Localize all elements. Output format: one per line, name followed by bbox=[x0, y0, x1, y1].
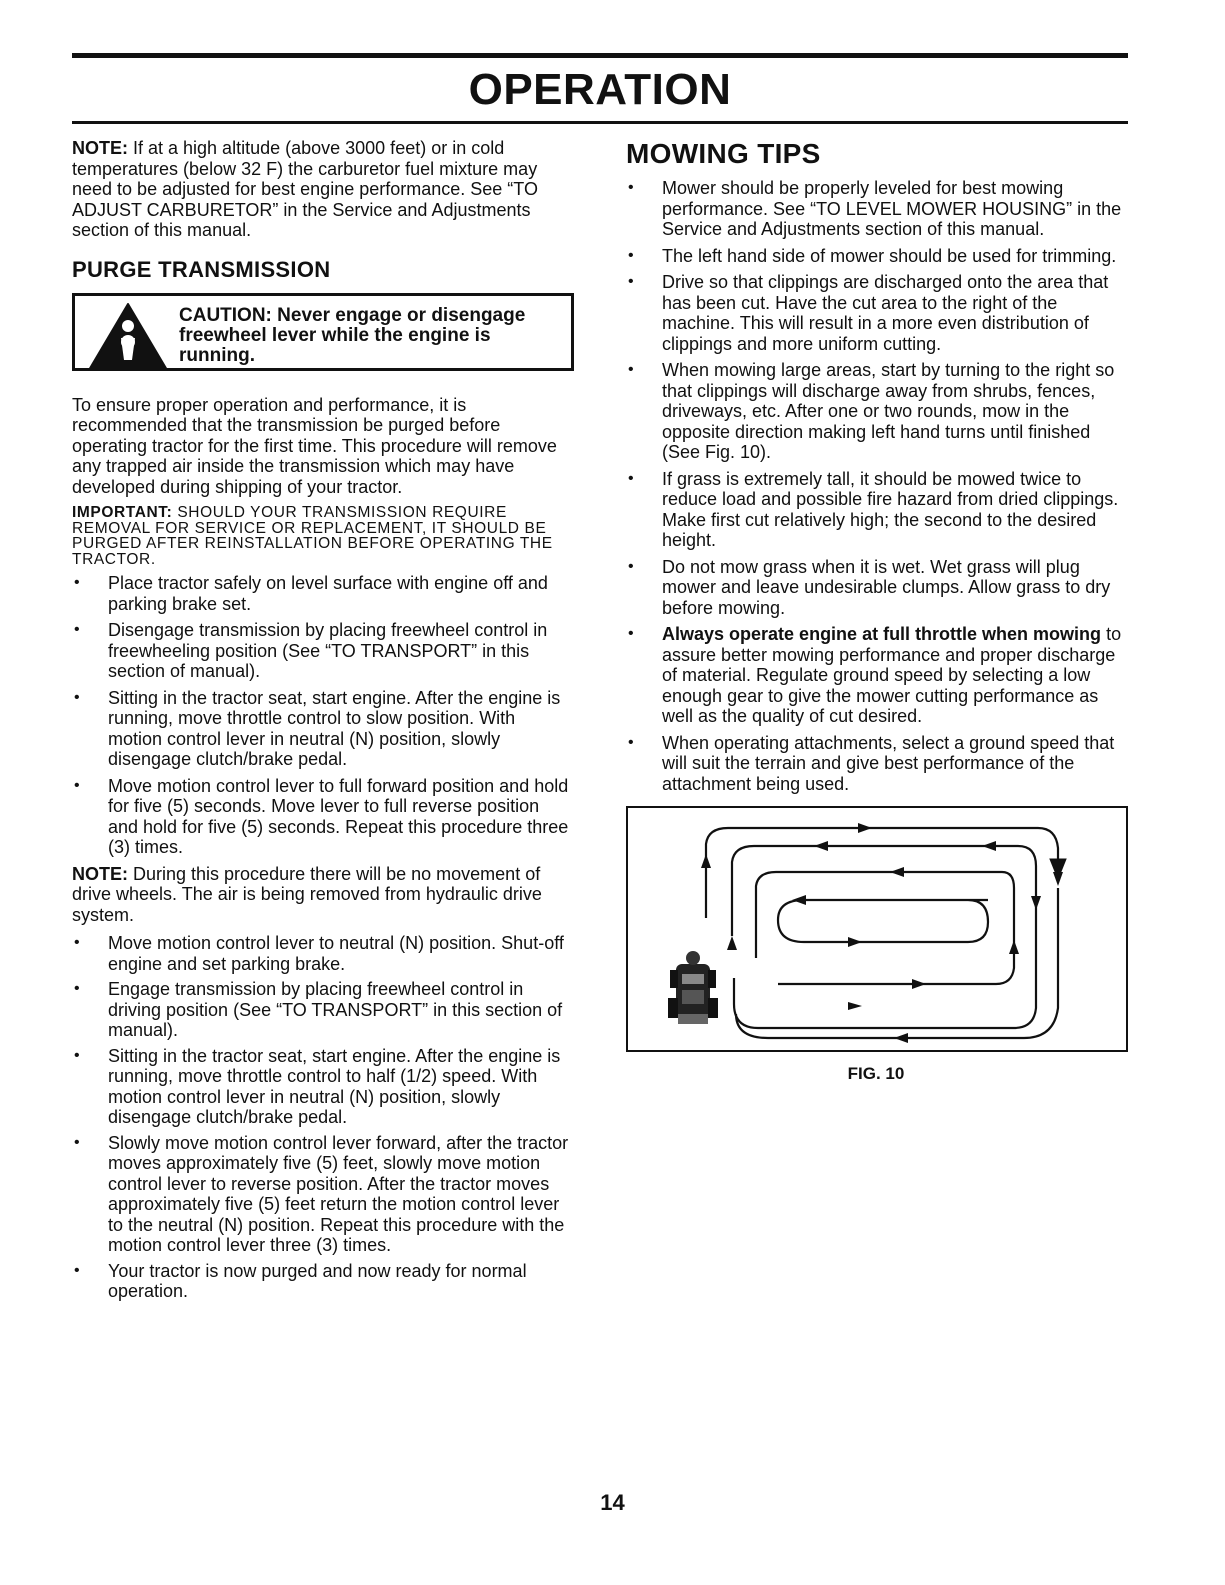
note-label: NOTE: bbox=[72, 138, 128, 158]
mowing-path-2 bbox=[732, 846, 1036, 1028]
altitude-note bbox=[72, 138, 574, 241]
arrow-right-icon bbox=[858, 823, 872, 833]
note-text: During this procedure there will be no movement of drive wheels. The air is being removed from hydraulic drive system. bbox=[72, 863, 542, 925]
arrow-left-icon bbox=[894, 1033, 908, 1043]
mowing-pattern-diagram bbox=[628, 808, 1126, 1050]
list-item: • Your tractor is now purged and now ready for normal operation. bbox=[72, 1261, 574, 1302]
arrow-right-icon bbox=[848, 1002, 862, 1010]
list-item: • Engage transmission by placing freewheel control in driving position (See “TO TRANSPORT” in this section of manual). bbox=[72, 979, 574, 1041]
list-item: • Sitting in the tractor seat, start engine. After the engine is running, move throttle control to half (1/2) speed. With motion control lever in neutral (N) position, slowly disengage clutch/brake pedal. bbox=[72, 1046, 574, 1128]
important-notice bbox=[72, 505, 574, 567]
left-column bbox=[72, 138, 574, 1308]
list-item: • Mower should be properly leveled for best mowing performance. See “TO LEVEL MOWER HOUSING” in the Service and Adjustments section of this manual. bbox=[626, 178, 1126, 240]
purge-intro: To ensure proper operation and performance, it is recommended that the transmission be purged before operating tractor for the first time. This procedure will remove any trapped air inside the transmission which may have developed during shipping of your tractor. bbox=[72, 394, 557, 497]
throttle-tip-text: to assure better mowing performance and proper discharge of material. Regulate ground speed by selecting a low enough gear to give the mower cutting performance as well as the quality of cut desired. bbox=[662, 624, 1122, 726]
list-item: • When mowing large areas, start by turning to the right so that clippings will discharge away from shrubs, fences, driveways, etc. After one or two rounds, mow in the opposite direction making left hand turns until finished (See Fig. 10). bbox=[626, 360, 1126, 463]
note-label: NOTE: bbox=[72, 863, 128, 884]
purge-steps-list-1 bbox=[72, 573, 574, 858]
arrow-left-icon bbox=[982, 841, 996, 851]
arrow-up-icon bbox=[1009, 940, 1019, 954]
list-item: • Drive so that clippings are discharged onto the area that has been cut. Have the cut area to the right of the machine. This will result in a more even distribution of clippings and more uniform cutting. bbox=[626, 272, 1126, 354]
caution-box bbox=[72, 293, 574, 371]
arrow-down-icon bbox=[1031, 896, 1041, 910]
figure-caption: FIG. 10 bbox=[847, 1064, 905, 1083]
list-item: • Move motion control lever to neutral (N) position. Shut-off engine and set parking brake. bbox=[72, 933, 574, 974]
mowing-tips-list bbox=[626, 178, 1126, 794]
throttle-tip-bold: Always operate engine at full throttle when mowing bbox=[662, 624, 1102, 644]
tractor-icon bbox=[668, 951, 718, 1024]
arrow-left-icon bbox=[814, 841, 828, 851]
purge-steps-list-2 bbox=[72, 933, 574, 1302]
list-item: • Slowly move motion control lever forward, after the tractor moves approximately five (5) feet, slowly move motion control lever to reverse position. After the tractor moves approximately five (5) feet return the motion control lever to the neutral (N) position. Repeat this procedure with the motion control lever three (3) times. bbox=[72, 1133, 574, 1256]
arrow-up-icon bbox=[701, 854, 711, 868]
mowing-path-3 bbox=[756, 872, 1014, 984]
purge-transmission-heading: PURGE TRANSMISSION bbox=[72, 256, 331, 282]
list-item: • When operating attachments, select a ground speed that will suit the terrain and give best performance of the attachment being used. bbox=[626, 733, 1126, 795]
warning-triangle-icon bbox=[87, 302, 169, 372]
arrow-right-icon bbox=[848, 937, 862, 947]
arrow-right-icon bbox=[912, 979, 926, 989]
mowing-tips-heading: MOWING TIPS bbox=[626, 138, 821, 169]
top-rule bbox=[72, 53, 1128, 58]
list-item: • The left hand side of mower should be used for trimming. bbox=[626, 246, 1126, 267]
mowing-path-return bbox=[736, 888, 1058, 1038]
arrow-down-icon bbox=[1053, 872, 1063, 886]
page-title: OPERATION bbox=[468, 65, 732, 114]
mowing-pattern-figure bbox=[626, 806, 1128, 1052]
note-text: If at a high altitude (above 3000 feet) or in cold temperatures (below 32 F) the carburetor fuel mixture may need to be adjusted for best engine performance. See “TO ADJUST CARBURETOR” in the Service and Adjustments section of this manual. bbox=[72, 138, 538, 240]
title-underline bbox=[72, 121, 1128, 124]
hydraulic-note bbox=[72, 864, 574, 926]
list-item: • Disengage transmission by placing freewheel control in freewheeling position (See “TO TRANSPORT” in this section of manual). bbox=[72, 620, 574, 682]
list-item: • Do not mow grass when it is wet. Wet grass will plug mower and leave undesirable clumps. Allow grass to dry before mowing. bbox=[626, 557, 1126, 619]
list-item: • Move motion control lever to full forward position and hold for five (5) seconds. Move lever to full reverse position and hold for five (5) seconds. Repeat this procedure three (3) times. bbox=[72, 776, 574, 858]
page-number: 14 bbox=[600, 1490, 625, 1515]
list-item: • If grass is extremely tall, it should be mowed twice to reduce load and possible fire hazard from dried clippings. Make first cut relatively high; the second to the desired height. bbox=[626, 469, 1126, 551]
important-label: IMPORTANT: bbox=[72, 504, 173, 521]
caution-text: CAUTION: Never engage or disengage freewheel lever while the engine is running. bbox=[179, 304, 526, 366]
important-text: SHOULD YOUR TRANSMISSION REQUIRE REMOVAL FOR SERVICE OR REPLACEMENT, IT SHOULD BE PURGED AFTER REINSTALLATION BEFORE OPERATING THE TRACTOR. bbox=[72, 504, 553, 568]
arrow-up-icon bbox=[727, 936, 737, 950]
arrow-left-icon bbox=[890, 867, 904, 877]
list-item bbox=[626, 624, 1126, 727]
list-item: • Sitting in the tractor seat, start engine. After the engine is running, move throttle control to slow position. With motion control lever in neutral (N) position, slowly disengage clutch/brake pedal. bbox=[72, 688, 574, 770]
list-item: • Place tractor safely on level surface with engine off and parking brake set. bbox=[72, 573, 574, 614]
mowing-path-inner bbox=[778, 900, 988, 942]
right-column bbox=[626, 138, 1126, 1084]
arrow-left-icon bbox=[792, 895, 806, 905]
